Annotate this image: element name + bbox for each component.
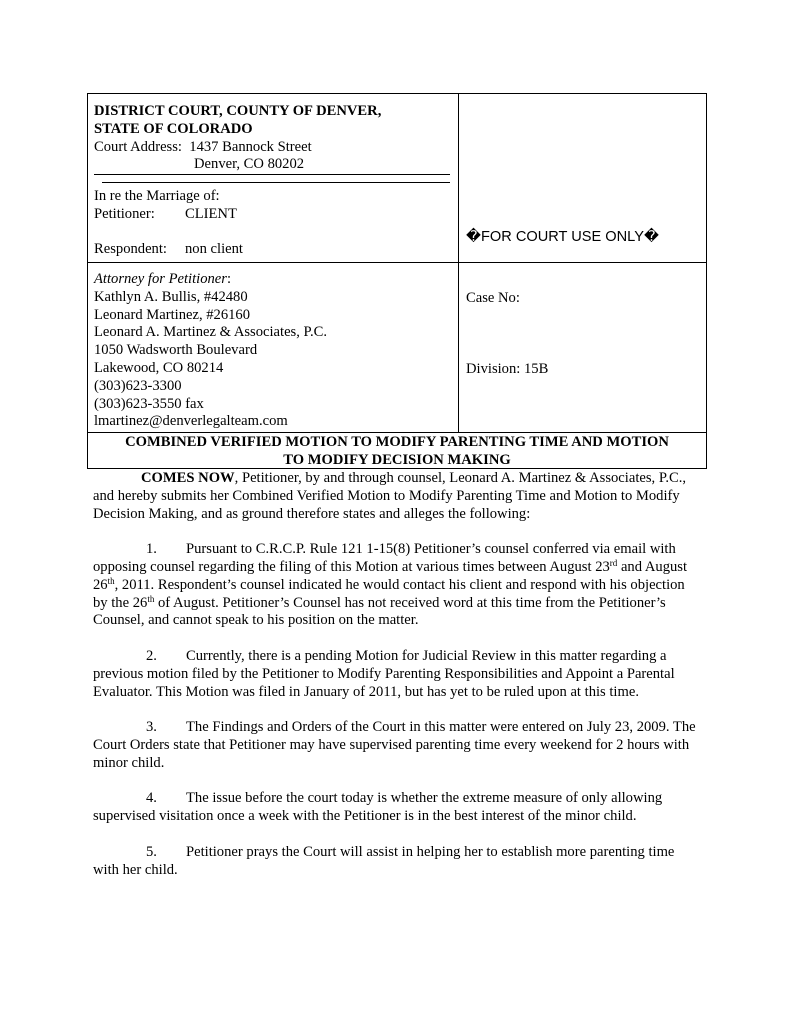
court-address-label: Court Address: xyxy=(94,138,182,155)
caption-column-divider xyxy=(458,94,459,432)
attorney-for-line xyxy=(94,271,454,289)
in-re-line: In re the Marriage of: xyxy=(94,188,220,204)
petitioner-line xyxy=(94,206,454,224)
document-title-line1: COMBINED VERIFIED MOTION TO MODIFY PARENTING TIME AND MOTION xyxy=(125,434,669,450)
comes-now: COMES NOW xyxy=(141,470,235,486)
superscript-rd: rd xyxy=(609,557,618,568)
paragraph-2 xyxy=(93,648,699,701)
intro-paragraph xyxy=(93,470,699,523)
respondent-value: non client xyxy=(185,241,243,258)
attorney-line: 1050 Wadsworth Boulevard xyxy=(94,342,258,359)
paragraph-3 xyxy=(93,719,699,772)
court-rule-upper xyxy=(94,174,450,175)
paragraph-number: 4. xyxy=(146,790,157,807)
paragraph-5 xyxy=(93,844,699,880)
attorney-line: Leonard Martinez, #26160 xyxy=(94,306,251,323)
paragraph-4 xyxy=(93,790,699,826)
attorney-line: (303)623-3300 xyxy=(94,377,182,394)
attorney-line: Kathlyn A. Bullis, #42480 xyxy=(94,288,248,305)
attorney-line: Leonard A. Martinez & Associates, P.C. xyxy=(94,324,328,341)
respondent-label: Respondent: xyxy=(94,241,167,258)
parties-block xyxy=(94,188,454,259)
paragraph-number: 5. xyxy=(146,843,157,860)
paragraph-3-text: The Findings and Orders of the Court in this matter were entered on July 23, 2009. The Court Orders state that Petitioner may have supervised parenting time every weekend for 2 hours with minor child. xyxy=(93,719,696,771)
attorney-email: lmartinez@denverlegalteam.com xyxy=(94,413,288,430)
court-name-line1: DISTRICT COURT, COUNTY OF DENVER, xyxy=(94,103,382,119)
court-block xyxy=(94,103,454,174)
case-number-label: Case No: xyxy=(466,290,520,306)
division-label: Division: 15B xyxy=(466,361,549,377)
document-title-line2: TO MODIFY DECISION MAKING xyxy=(283,451,511,468)
court-name-line2: STATE OF COLORADO xyxy=(94,120,253,137)
attorney-for-colon: : xyxy=(226,271,232,287)
paragraph-1 xyxy=(93,541,699,630)
paragraph-number: 2. xyxy=(146,647,157,664)
motion-body xyxy=(93,470,699,879)
caption-title-divider xyxy=(88,432,706,433)
paragraph-number: 1. xyxy=(146,541,157,558)
paragraph-1-text-a: Pursuant to C.R.C.P. Rule 121 1-15(8) Petitioner’s counsel conferred via email with opposing counsel regarding the filing of this Motion at various times between August 23 xyxy=(93,541,676,575)
petitioner-label: Petitioner: xyxy=(94,205,155,222)
superscript-th: th xyxy=(147,593,155,604)
attorney-for-label: Attorney for Petitioner xyxy=(94,271,227,287)
paragraph-1-text-c: , 2011. Respondent’s counsel indicated he would contact his client and respond with his objection by the 26 xyxy=(93,576,685,611)
caption-row-divider xyxy=(88,262,706,263)
court-use-only-label: �FOR COURT USE ONLY� xyxy=(466,229,659,245)
document-title xyxy=(88,434,706,470)
paragraph-number: 3. xyxy=(146,719,157,736)
paragraph-1-text-b: and August 26 xyxy=(93,558,688,593)
attorney-line: Lakewood, CO 80214 xyxy=(94,359,224,376)
intro-text: , Petitioner, by and through counsel, Leonard A. Martinez & Associates, P.C., and hereby submits her Combined Verified Motion to Modify Parenting Time and Motion to Modify Decision Making, and as ground therefore states and alleges the following: xyxy=(93,470,686,522)
petitioner-value: CLIENT xyxy=(185,205,237,222)
paragraph-1-text-d: of August. Petitioner’s Counsel has not received word at this time from the Petitioner’s Counsel, and cannot speak to his position on the matter. xyxy=(93,594,666,629)
court-address-street: 1437 Bannock Street xyxy=(189,138,312,155)
caption-table xyxy=(87,93,707,469)
superscript-th: th xyxy=(107,575,115,586)
paragraph-4-text: The issue before the court today is whether the extreme measure of only allowing supervised visitation once a week with the Petitioner is in the best interest of the minor child. xyxy=(93,790,663,825)
attorney-block xyxy=(94,271,454,431)
court-rule-lower xyxy=(102,182,450,183)
paragraph-2-text: Currently, there is a pending Motion for Judicial Review in this matter regarding a previous motion filed by the Petitioner to Modify Parenting Responsibilities and Appoint a Parental Evaluator. This Motion was filed in January of 2011, but has yet to be ruled upon at this time. xyxy=(93,647,675,700)
paragraph-5-text: Petitioner prays the Court will assist in helping her to establish more parenting time with her child. xyxy=(93,843,675,878)
respondent-line xyxy=(94,241,454,259)
attorney-line: (303)623-3550 fax xyxy=(94,395,204,412)
court-address-city: Denver, CO 80202 xyxy=(194,156,305,173)
court-address xyxy=(94,139,454,157)
